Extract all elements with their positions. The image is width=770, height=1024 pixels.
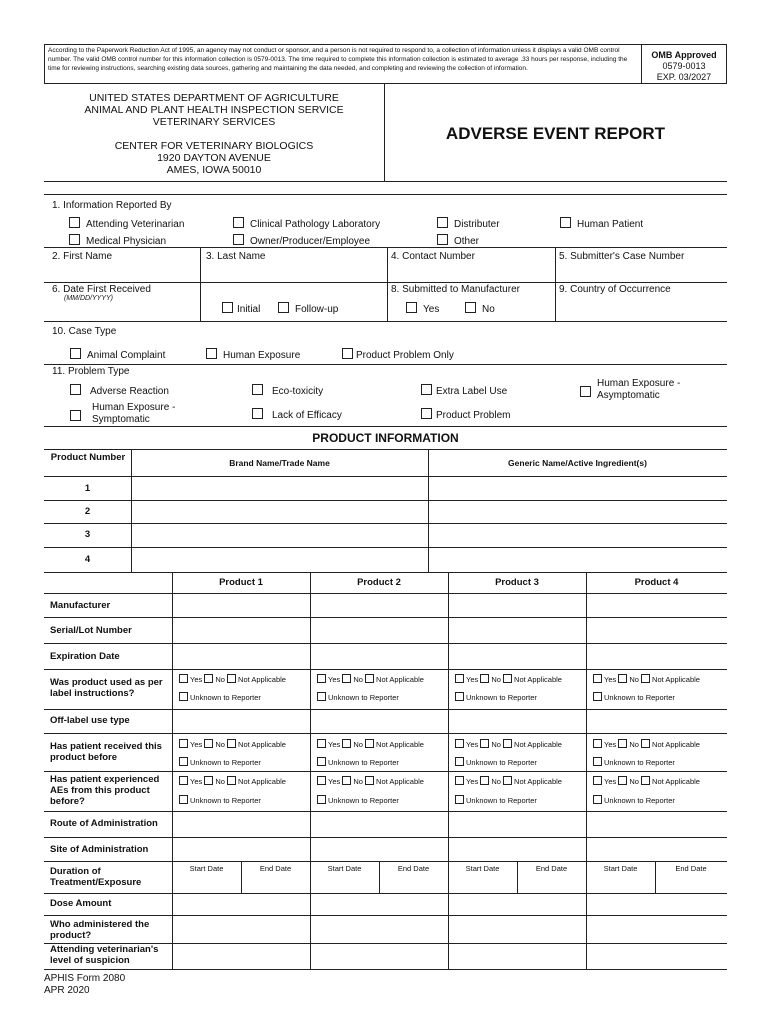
product-number: 3 [84, 529, 91, 540]
case-number-field[interactable] [559, 263, 725, 280]
experienced-aes-unknown-p3[interactable]: Unknown to Reporter [455, 795, 537, 805]
checkbox-lack-of-efficacy[interactable]: Lack of Efficacy [252, 408, 342, 421]
contact-number-field[interactable] [391, 263, 551, 280]
label-use-options-p2[interactable]: Yes No Not Applicable [317, 674, 424, 684]
submitted-label: 8. Submitted to Manufacturer [391, 284, 520, 295]
brand-name-field-1[interactable] [133, 478, 426, 498]
divider [44, 669, 727, 670]
checkbox-other[interactable]: Other [437, 234, 479, 247]
row-label-experienced-aes: Has patient experienced AEs from this product before? [50, 774, 160, 807]
divider [200, 247, 201, 321]
product-header: Product 4 [634, 577, 679, 588]
omb-expiration: EXP. 03/2027 [656, 72, 712, 82]
country-field[interactable] [559, 298, 725, 318]
agency-line: ANIMAL AND PLANT HEALTH INSPECTION SERVICE [84, 104, 344, 116]
generic-name-field-2[interactable] [430, 502, 725, 521]
product-number: 2 [84, 506, 91, 517]
product-info-title: PRODUCT INFORMATION [312, 431, 459, 445]
row-label-who-administered: Who administered the product? [50, 919, 150, 941]
agency-line: AMES, IOWA 50010 [166, 164, 262, 176]
product-header: Product 3 [495, 577, 539, 588]
date-received-label: 6. Date First Received [52, 284, 151, 295]
omb-approved: OMB Approved [651, 50, 717, 60]
form-number: APHIS Form 2080 [44, 973, 126, 984]
checkbox-human-exposure-symptomatic[interactable] [70, 407, 83, 420]
end-date-label: End Date [397, 864, 430, 873]
checkbox-extra-label-use[interactable]: Extra Label Use [421, 384, 507, 397]
received-before-unknown-p2[interactable]: Unknown to Reporter [317, 757, 399, 767]
received-before-options-p4[interactable]: Yes No Not Applicable [593, 739, 700, 749]
divider [310, 572, 311, 969]
case-number-label: 5. Submitter's Case Number [559, 251, 685, 262]
end-date-label: End Date [259, 864, 292, 873]
product-number-header: Product Number [50, 452, 126, 463]
divider [44, 915, 727, 916]
checkbox-animal-complaint[interactable]: Animal Complaint [70, 348, 165, 361]
divider [172, 572, 173, 969]
start-date-label: Start Date [465, 864, 500, 873]
human-exposure-asymptomatic-label: Human Exposure - Asymptomatic [597, 378, 681, 401]
divider [44, 643, 727, 644]
date-received-field[interactable] [52, 305, 198, 319]
checkbox-submitted-no[interactable]: No [465, 302, 495, 315]
generic-name-field-4[interactable] [430, 549, 725, 570]
experienced-aes-options-p2[interactable]: Yes No Not Applicable [317, 776, 424, 786]
divider [44, 811, 727, 812]
product-number: 4 [84, 554, 91, 565]
checkbox-initial[interactable]: Initial [222, 302, 260, 315]
checkbox-product-problem-only[interactable]: Product Problem Only [342, 348, 454, 361]
row-label-serial-lot: Serial/Lot Number [50, 625, 132, 636]
experienced-aes-options-p4[interactable]: Yes No Not Applicable [593, 776, 700, 786]
label-use-options-p1[interactable]: Yes No Not Applicable [179, 674, 286, 684]
row-label-duration: Duration of Treatment/Exposure [50, 866, 142, 888]
received-before-unknown-p3[interactable]: Unknown to Reporter [455, 757, 537, 767]
checkbox-clinical-pathology-lab[interactable]: Clinical Pathology Laboratory [233, 217, 380, 230]
brand-name-header: Brand Name/Trade Name [229, 458, 330, 468]
generic-name-field-3[interactable] [430, 525, 725, 545]
agency-line: UNITED STATES DEPARTMENT OF AGRICULTURE [89, 92, 339, 104]
date-format-hint: (MM/DD/YYYY) [64, 295, 113, 302]
divider [44, 449, 727, 450]
checkbox-human-exposure[interactable]: Human Exposure [206, 348, 300, 361]
divider [44, 247, 727, 248]
human-exposure-symptomatic-label: Human Exposure - Symptomatic [92, 402, 176, 425]
row-label-manufacturer: Manufacturer [50, 600, 111, 611]
divider [44, 617, 727, 618]
divider [44, 893, 727, 894]
divider [44, 321, 727, 322]
label-use-options-p3[interactable]: Yes No Not Applicable [455, 674, 562, 684]
divider [44, 523, 727, 524]
divider [44, 969, 727, 970]
divider [44, 572, 727, 573]
divider [387, 247, 388, 321]
first-name-label: 2. First Name [52, 251, 113, 262]
case-type-label: 10. Case Type [52, 326, 117, 337]
end-date-label: End Date [675, 864, 707, 873]
brand-name-field-2[interactable] [133, 502, 426, 521]
experienced-aes-unknown-p1[interactable]: Unknown to Reporter [179, 795, 261, 805]
row-label-received-before: Has patient received this product before [50, 741, 162, 763]
checkbox-adverse-reaction[interactable]: Adverse Reaction [70, 384, 169, 397]
first-name-field[interactable] [52, 263, 198, 280]
checkbox-attending-veterinarian[interactable]: Attending Veterinarian [69, 217, 184, 230]
divider [448, 572, 449, 969]
checkbox-eco-toxicity[interactable]: Eco-toxicity [252, 384, 323, 397]
experienced-aes-unknown-p2[interactable]: Unknown to Reporter [317, 795, 399, 805]
product-header: Product 2 [357, 577, 401, 588]
experienced-aes-unknown-p4[interactable]: Unknown to Reporter [593, 795, 675, 805]
product-number: 1 [84, 483, 91, 494]
checkbox-distributer[interactable]: Distributer [437, 217, 500, 230]
checkbox-product-problem[interactable]: Product Problem [421, 408, 510, 421]
divider [44, 476, 727, 477]
checkbox-follow-up[interactable]: Follow-up [278, 302, 338, 315]
label-use-unknown-p1[interactable]: Unknown to Reporter [179, 692, 261, 702]
contact-number-label: 4. Contact Number [391, 251, 475, 262]
generic-name-field-1[interactable] [430, 478, 725, 498]
generic-name-header: Generic Name/Active Ingredient(s) [508, 458, 647, 468]
problem-type-label: 11. Problem Type [52, 366, 130, 377]
form-date: APR 2020 [44, 985, 90, 996]
agency-line: 1920 DAYTON AVENUE [157, 152, 271, 164]
divider [44, 194, 727, 195]
divider [44, 181, 727, 182]
checkbox-medical-physician[interactable]: Medical Physician [69, 234, 166, 247]
received-before-options-p2[interactable]: Yes No Not Applicable [317, 739, 424, 749]
checkbox-owner-producer-employee[interactable]: Owner/Producer/Employee [233, 234, 370, 247]
row-label-route: Route of Administration [50, 818, 158, 829]
divider [44, 282, 727, 283]
divider [586, 572, 587, 969]
info-reported-by-label: 1. Information Reported By [52, 200, 172, 211]
omb-number: 0579-0013 [662, 61, 706, 71]
row-label-off-label-use: Off-label use type [50, 715, 130, 726]
agency-line: CENTER FOR VETERINARY BIOLOGICS [114, 140, 314, 152]
last-name-field[interactable] [206, 263, 384, 280]
form-title: ADVERSE EVENT REPORT [445, 124, 666, 143]
divider [44, 547, 727, 548]
divider [44, 593, 727, 594]
last-name-label: 3. Last Name [206, 251, 266, 262]
agency-line: VETERINARY SERVICES [152, 116, 276, 128]
checkbox-submitted-yes[interactable]: Yes [406, 302, 439, 315]
received-before-options-p1[interactable]: Yes No Not Applicable [179, 739, 286, 749]
start-date-label: Start Date [189, 864, 224, 873]
label-use-unknown-p3[interactable]: Unknown to Reporter [455, 692, 537, 702]
divider [44, 861, 727, 862]
divider [44, 733, 727, 734]
divider [555, 247, 556, 321]
experienced-aes-options-p1[interactable]: Yes No Not Applicable [179, 776, 286, 786]
start-date-label: Start Date [603, 864, 638, 873]
label-use-unknown-p4[interactable]: Unknown to Reporter [593, 692, 675, 702]
row-label-expiration-date: Expiration Date [50, 651, 120, 662]
divider [44, 426, 727, 427]
row-label-site: Site of Administration [50, 844, 149, 855]
checkbox-human-patient[interactable]: Human Patient [560, 217, 643, 230]
end-date-label: End Date [535, 864, 568, 873]
divider [44, 837, 727, 838]
brand-name-field-3[interactable] [133, 525, 426, 545]
divider [641, 44, 642, 84]
label-use-options-p4[interactable]: Yes No Not Applicable [593, 674, 700, 684]
product-header: Product 1 [219, 577, 263, 588]
brand-name-field-4[interactable] [133, 549, 426, 570]
received-before-options-p3[interactable]: Yes No Not Applicable [455, 739, 562, 749]
label-use-unknown-p2[interactable]: Unknown to Reporter [317, 692, 399, 702]
paperwork-notice: According to the Paperwork Reduction Act of 1995, an agency may not conduct or sponsor, and a person is not required to respond to, a collection of information unless it displays a valid OMB control number. The valid OMB control number for this information collection is 0579-0013. The time required to complete this information collection is estimated to average .33 hours per response, including the time for reviewing instructions, searching existing data sources, gathering and maintaining the data needed, and completing and reviewing the collection of information. [48, 47, 628, 72]
checkbox-human-exposure-asymptomatic[interactable] [580, 383, 593, 396]
row-label-used-per-label: Was product used as per label instructions? [50, 677, 163, 699]
row-label-level-of-suspicion: Attending veterinarian's level of suspicion [50, 944, 159, 966]
start-date-label: Start Date [327, 864, 362, 873]
received-before-unknown-p4[interactable]: Unknown to Reporter [593, 757, 675, 767]
row-label-dose-amount: Dose Amount [50, 898, 112, 909]
experienced-aes-options-p3[interactable]: Yes No Not Applicable [455, 776, 562, 786]
divider [44, 771, 727, 772]
divider [44, 364, 727, 365]
country-label: 9. Country of Occurrence [559, 284, 671, 295]
divider [44, 709, 727, 710]
received-before-unknown-p1[interactable]: Unknown to Reporter [179, 757, 261, 767]
divider [44, 500, 727, 501]
